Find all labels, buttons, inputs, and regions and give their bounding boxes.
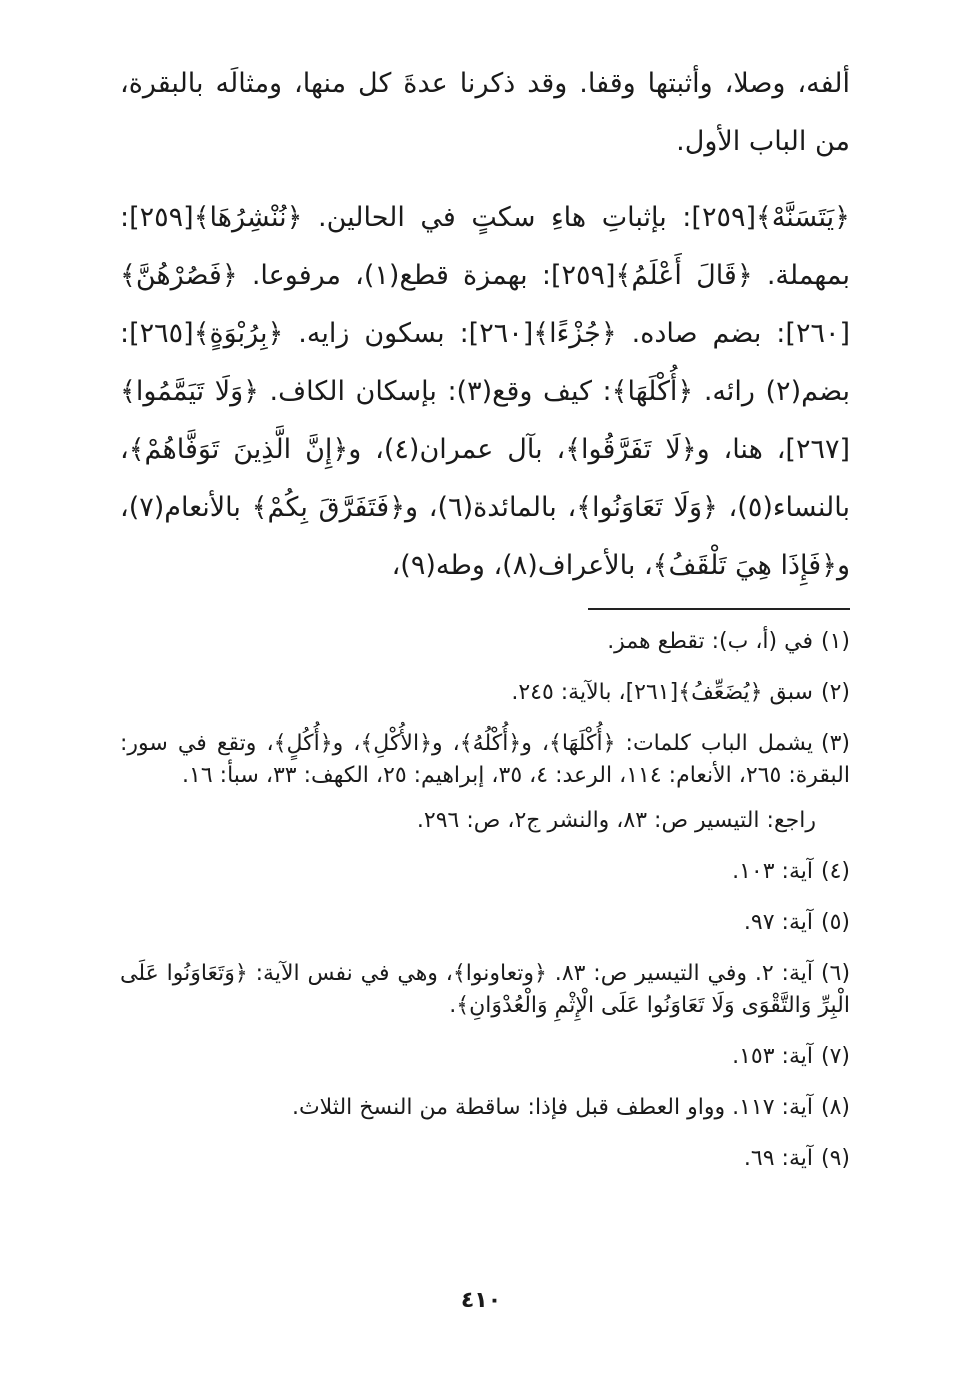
footnote-number: (٦) (821, 961, 851, 986)
footnote-text: آية: ١٥٣. (732, 1044, 813, 1069)
footnote-number: (١) (820, 629, 850, 654)
footnote-8 (120, 1092, 850, 1124)
footnote-text: آية: ١٠٣. (732, 859, 813, 884)
footnote-4 (120, 856, 850, 888)
footnote-9 (120, 1143, 850, 1175)
footnote-text: آية: ٦٩. (743, 1146, 813, 1171)
footnote-3 (120, 728, 850, 792)
footnote-number: (٨) (820, 1095, 850, 1120)
footnote-number: (٧) (820, 1044, 850, 1069)
main-text (120, 55, 850, 595)
footnote-number: (٢) (820, 680, 850, 705)
footnote-separator (588, 608, 850, 610)
paragraph-continuation: ألفه، وصلا، وأثبتها وقفا. وقد ذكرنا عدةَ كل منها، ومثالَه بالبقرة، من الباب الأول. (120, 68, 850, 157)
footnote-6 (120, 958, 850, 1022)
footnote-5 (120, 907, 850, 939)
footnote-number: (٥) (820, 910, 850, 935)
footnote-text: في (أ، ب): تقطع همز. (607, 629, 813, 654)
footnotes (120, 626, 850, 1194)
page-number: ٤١٠ (460, 1288, 502, 1313)
footnote-text: يشمل الباب كلمات: ﴿أُكْلَهَا﴾، و﴿أُكْلُهُ﴾، و﴿الأُكْلِ﴾، و﴿أُكُلٍ﴾، وتقع في سور: البقرة: ٢٦٥، الأنعام: ١١٤، الرعد: ٤، ٣٥، إبراهيم: ٢٥، الكهف: ٣٣، سبأ: ١٦. (120, 731, 850, 788)
paragraph-verses: ﴿يَتَسَنَّهْ﴾[٢٥٩]: بإثباتِ هاءِ سكتٍ في الحالين. ﴿نُنْشِرُهَا﴾[٢٥٩]: بمهملة. ﴿قَالَ أَعْلَمُ﴾[٢٥٩]: بهمزة قطع(١)، مرفوعا. ﴿فَصُرْهُنَّ﴾[٢٦٠]: بضم صاده. ﴿جُزْءًا﴾[٢٦٠]: بسكون زايه. ﴿بِرُبْوَةٍ﴾[٢٦٥]: بضم(٢) رائه. ﴿أُكْلَهَا﴾: كيف وقع(٣): بإسكان الكاف. ﴿وَلَا تَيَمَّمُوا﴾[٢٦٧]، هنا، و﴿لَا تَفَرَّقُوا﴾، بآل عمران(٤)، و﴿إِنَّ الَّذِينَ تَوَفَّاهُمْ﴾، بالنساء(٥)، ﴿وَلَا تَعَاوَنُوا﴾، بالمائدة(٦)، و﴿فَتَفَرَّقَ بِكُمْ﴾ بالأنعام(٧)، و﴿فَإِذَا هِيَ تَلْقَفُ﴾، بالأعراف(٨)، وطه(٩)، (120, 202, 850, 581)
footnote-text: راجع: التيسير ص: ٨٣، والنشر ج٢، ص: ٢٩٦. (416, 808, 816, 833)
footnote-3-reference (120, 805, 816, 837)
footnote-number: (٤) (820, 859, 850, 884)
footnote-number: (٩) (820, 1146, 850, 1171)
footnote-1 (120, 626, 850, 658)
footnote-number: (٣) (820, 731, 850, 756)
footnote-2 (120, 677, 850, 709)
footnote-text: آية: ٢. وفي التيسير ص: ٨٣. ﴿وتعاونوا﴾، وهي في نفس الآية: ﴿وَتَعَاوَنُوا عَلَى الْبِرِّ وَالتَّقْوَى وَلَا تَعَاوَنُوا عَلَى الْإِثْمِ وَالْعُدْوَانِ﴾. (120, 961, 850, 1018)
footnote-7 (120, 1041, 850, 1073)
footnote-text: آية: ١١٧. وواو العطف قبل فإذا: ساقطة من النسخ الثلاث. (291, 1095, 813, 1120)
footnote-text: آية: ٩٧. (743, 910, 813, 935)
footnote-text: سبق ﴿يُضَعِّفُ﴾[٢٦١]، بالآية: ٢٤٥. (511, 680, 813, 705)
